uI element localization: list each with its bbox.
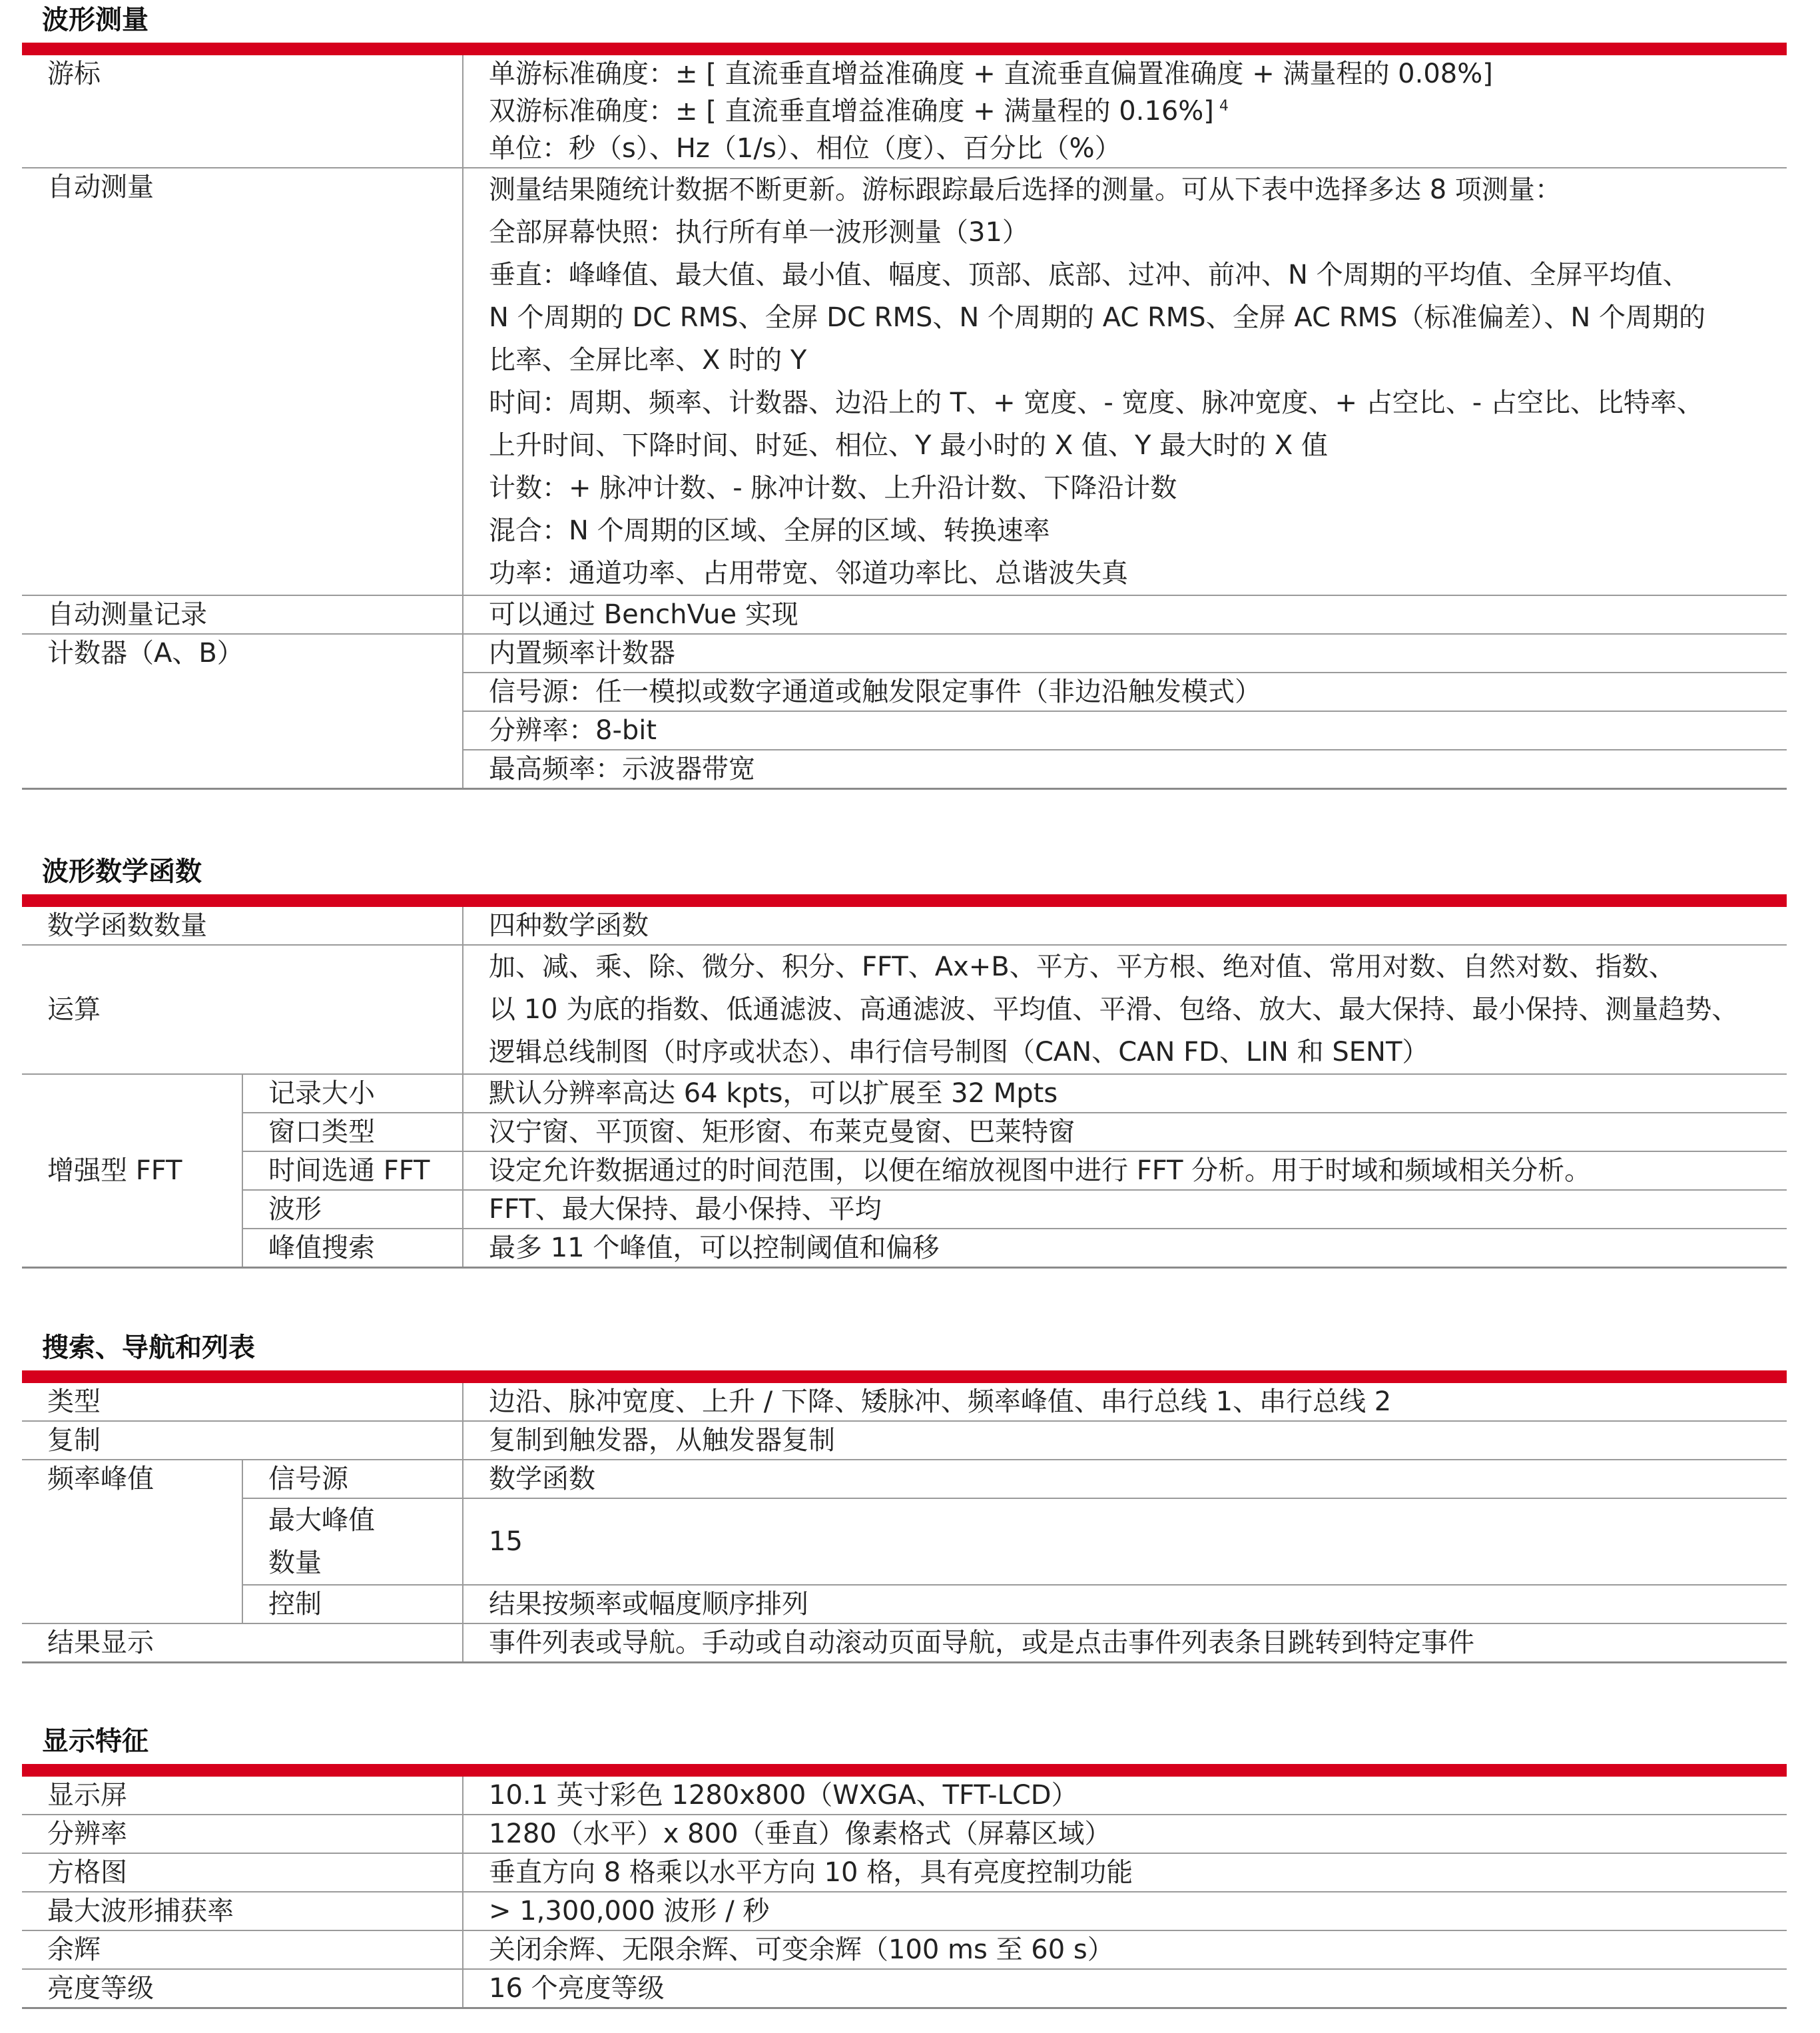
row-value: 复制到触发器，从触发器复制	[463, 1421, 1787, 1460]
row-label: 方格图	[22, 1853, 463, 1892]
row-label: 类型	[22, 1383, 463, 1421]
row-value: FFT、最大保持、最小保持、平均	[463, 1190, 1787, 1229]
auto-line: 时间：周期、频率、计数器、边沿上的 T、+ 宽度、- 宽度、脉冲宽度、+ 占空比、- 占空比、比特率、	[489, 388, 1703, 418]
ops-line: 逻辑总线制图（时序或状态）、串行信号制图（CAN、CAN FD、LIN 和 SENT）	[489, 1037, 1429, 1067]
row-sublabel: 记录大小	[242, 1074, 463, 1113]
row-value: 事件列表或导航。手动或自动滚动页面导航，或是点击事件列表条目跳转到特定事件	[463, 1623, 1787, 1663]
table-row	[22, 1113, 1787, 1151]
auto-line: 全部屏幕快照：执行所有单一波形测量（31）	[489, 217, 1029, 248]
table-row	[22, 1421, 1787, 1460]
row-label: 复制	[22, 1421, 463, 1460]
auto-line: 计数：+ 脉冲计数、- 脉冲计数、上升沿计数、下降沿计数	[489, 473, 1177, 503]
table-row	[22, 1777, 1787, 1815]
table-row	[22, 168, 1787, 595]
row-label: 自动测量记录	[22, 595, 463, 634]
row-value: 分辨率：8-bit	[463, 711, 1787, 750]
row-label: 计数器（A、B）	[22, 634, 463, 789]
section-red-bar	[22, 1370, 1787, 1383]
row-label: 增强型 FFT	[22, 1074, 242, 1268]
cursor-single-accuracy: 单游标准确度：± [ 直流垂直增益准确度 + 直流垂直偏置准确度 + 满量程的 0.08%]	[489, 59, 1493, 89]
row-label: 分辨率	[22, 1815, 463, 1853]
row-label: 运算	[22, 945, 463, 1074]
table-row	[22, 1623, 1787, 1663]
section-waveform-math	[22, 856, 1787, 1269]
table-row	[22, 1892, 1787, 1930]
row-value: 10.1 英寸彩色 1280x800（WXGA、TFT-LCD）	[463, 1777, 1787, 1815]
row-value: 1280（水平）x 800（垂直）像素格式（屏幕区域）	[463, 1815, 1787, 1853]
section-red-bar	[22, 1764, 1787, 1777]
row-value: 可以通过 BenchVue 实现	[463, 595, 1787, 634]
row-value: 15	[463, 1498, 1787, 1585]
row-value: 垂直方向 8 格乘以水平方向 10 格，具有亮度控制功能	[463, 1853, 1787, 1892]
auto-line: 上升时间、下降时间、时延、相位、Y 最小时的 X 值、Y 最大时的 X 值	[489, 430, 1328, 461]
row-label: 亮度等级	[22, 1969, 463, 2008]
auto-line: 垂直：峰峰值、最大值、最小值、幅度、顶部、底部、过冲、前冲、N 个周期的平均值、全屏平均值、	[489, 260, 1689, 290]
row-value	[463, 945, 1787, 1074]
spec-table	[22, 907, 1787, 1269]
table-row	[22, 634, 1787, 673]
sublabel-line: 最大峰值	[268, 1505, 375, 1536]
cursor-units: 单位：秒（s）、Hz（1/s）、相位（度）、百分比（%）	[489, 133, 1121, 164]
row-label: 频率峰值	[22, 1460, 242, 1623]
row-label: 自动测量	[22, 168, 463, 595]
table-row	[22, 55, 1787, 168]
spec-table	[22, 55, 1787, 790]
table-row	[22, 1853, 1787, 1892]
cursor-dual-accuracy	[489, 93, 1787, 130]
table-row	[22, 1151, 1787, 1190]
table-row	[22, 1585, 1787, 1623]
row-sublabel: 时间选通 FFT	[242, 1151, 463, 1190]
row-sublabel: 信号源	[242, 1460, 463, 1498]
auto-line: 混合：N 个周期的区域、全屏的区域、转换速率	[489, 515, 1050, 546]
row-sublabel: 波形	[242, 1190, 463, 1229]
table-row	[22, 1383, 1787, 1421]
row-sublabel	[242, 1498, 463, 1585]
footnote-marker: 4	[1219, 97, 1229, 115]
section-title: 波形数学函数	[42, 856, 202, 887]
row-value: 最多 11 个峰值，可以控制阈值和偏移	[463, 1229, 1787, 1268]
spec-table	[22, 1777, 1787, 2009]
row-value	[463, 168, 1787, 595]
row-value: 边沿、脉冲宽度、上升 / 下降、矮脉冲、频率峰值、串行总线 1、串行总线 2	[463, 1383, 1787, 1421]
auto-line: N 个周期的 DC RMS、全屏 DC RMS、N 个周期的 AC RMS、全屏 AC RMS（标准偏差）、N 个周期的	[489, 302, 1706, 333]
section-red-bar	[22, 43, 1787, 55]
row-value: 信号源：任一模拟或数字通道或触发限定事件（非边沿触发模式）	[463, 673, 1787, 711]
table-row	[22, 1930, 1787, 1969]
row-label: 余辉	[22, 1930, 463, 1969]
row-value: 结果按频率或幅度顺序排列	[463, 1585, 1787, 1623]
section-display-features	[22, 1725, 1787, 2009]
row-value	[463, 55, 1787, 168]
row-value: 内置频率计数器	[463, 634, 1787, 673]
row-sublabel: 峰值搜索	[242, 1229, 463, 1268]
row-value: 关闭余辉、无限余辉、可变余辉（100 ms 至 60 s）	[463, 1930, 1787, 1969]
table-row	[22, 1815, 1787, 1853]
ops-line: 以 10 为底的指数、低通滤波、高通滤波、平均值、平滑、包络、放大、最大保持、最小保持、测量趋势、	[489, 994, 1739, 1025]
spec-table	[22, 1383, 1787, 1663]
row-label: 显示屏	[22, 1777, 463, 1815]
table-row	[22, 1969, 1787, 2008]
row-sublabel: 控制	[242, 1585, 463, 1623]
row-value: 数学函数	[463, 1460, 1787, 1498]
row-label: 结果显示	[22, 1623, 463, 1663]
sublabel-line: 数量	[268, 1548, 322, 1578]
auto-line: 功率：通道功率、占用带宽、邻道功率比、总谐波失真	[489, 558, 1128, 589]
table-row	[22, 1498, 1787, 1585]
table-row	[22, 945, 1787, 1074]
auto-line: 测量结果随统计数据不断更新。游标跟踪最后选择的测量。可从下表中选择多达 8 项测量：	[489, 174, 1562, 205]
auto-line: 比率、全屏比率、X 时的 Y	[489, 345, 807, 376]
table-row	[22, 1190, 1787, 1229]
section-title: 波形测量	[42, 5, 149, 35]
table-row	[22, 1229, 1787, 1268]
section-search-navigation	[22, 1332, 1787, 1663]
cursor-dual-text: 双游标准确度：± [ 直流垂直增益准确度 + 满量程的 0.16%]	[489, 96, 1214, 127]
row-label: 最大波形捕获率	[22, 1892, 463, 1930]
section-title: 搜索、导航和列表	[42, 1332, 255, 1363]
section-red-bar	[22, 894, 1787, 907]
row-value: 汉宁窗、平顶窗、矩形窗、布莱克曼窗、巴莱特窗	[463, 1113, 1787, 1151]
row-value: 四种数学函数	[463, 907, 1787, 945]
row-value: > 1,300,000 波形 / 秒	[463, 1892, 1787, 1930]
row-sublabel: 窗口类型	[242, 1113, 463, 1151]
table-row	[22, 907, 1787, 945]
row-value: 最高频率：示波器带宽	[463, 750, 1787, 789]
section-waveform-measurement	[22, 4, 1787, 790]
row-value: 默认分辨率高达 64 kpts，可以扩展至 32 Mpts	[463, 1074, 1787, 1113]
row-label: 游标	[22, 55, 463, 168]
ops-line: 加、减、乘、除、微分、积分、FFT、Ax+B、平方、平方根、绝对值、常用对数、自然对数、指数、	[489, 952, 1675, 982]
table-row	[22, 595, 1787, 634]
row-value: 设定允许数据通过的时间范围，以便在缩放视图中进行 FFT 分析。用于时域和频域相关分析。	[463, 1151, 1787, 1190]
section-title: 显示特征	[42, 1726, 149, 1757]
row-label: 数学函数数量	[22, 907, 463, 945]
table-row	[22, 1074, 1787, 1113]
table-row	[22, 1460, 1787, 1498]
row-value: 16 个亮度等级	[463, 1969, 1787, 2008]
